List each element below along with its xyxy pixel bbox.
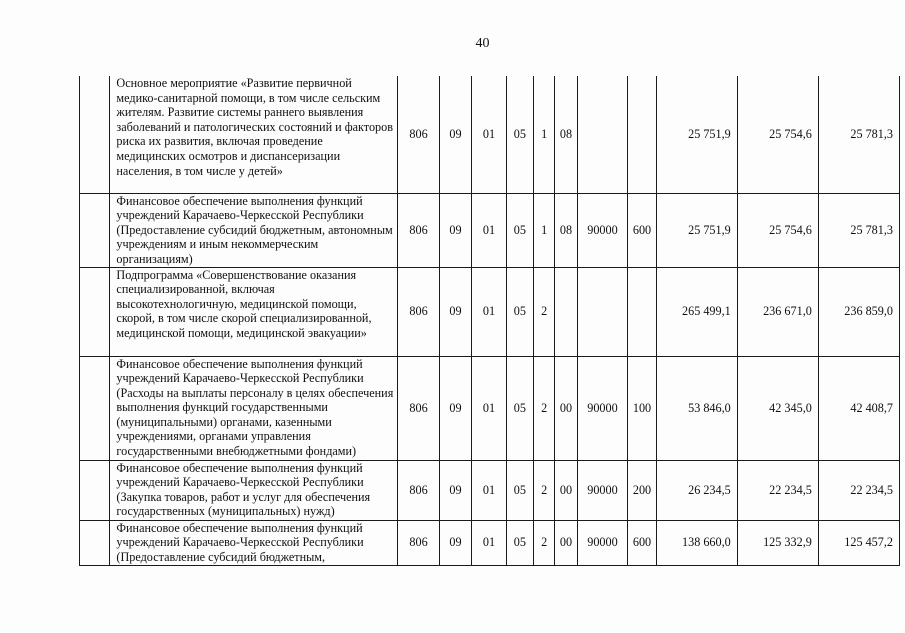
code-cell: 01 — [472, 76, 506, 193]
amount-cell: 25 751,9 — [656, 193, 737, 267]
amount-cell: 138 660,0 — [656, 520, 737, 565]
code-cell: 01 — [472, 460, 506, 520]
code-cell: 09 — [439, 356, 471, 460]
code-cell — [555, 267, 577, 356]
table-row — [80, 520, 900, 565]
amount-cell: 265 499,1 — [656, 267, 737, 356]
table-row — [80, 460, 900, 520]
code-cell: 09 — [439, 193, 471, 267]
code-cell: 100 — [628, 356, 656, 460]
code-cell: 90000 — [577, 356, 628, 460]
amount-cell: 236 859,0 — [818, 267, 899, 356]
row-index-cell — [80, 76, 110, 193]
amount-cell: 25 754,6 — [737, 76, 818, 193]
description-cell: Финансовое обеспечение выполнения функций учреждений Карачаево-Черкесской Республики (Закупка товаров, работ и услуг для обеспечения государственных (муниципальных) нужд) — [110, 460, 398, 520]
code-cell: 09 — [439, 460, 471, 520]
code-cell: 2 — [534, 356, 555, 460]
code-cell: 200 — [628, 460, 656, 520]
code-cell: 2 — [534, 520, 555, 565]
page-number: 40 — [475, 36, 490, 51]
code-cell: 05 — [506, 356, 533, 460]
code-cell: 05 — [506, 267, 533, 356]
code-cell: 806 — [398, 520, 440, 565]
code-cell: 00 — [555, 460, 577, 520]
description-cell: Финансовое обеспечение выполнения функций учреждений Карачаево-Черкесской Республики (Расходы на выплаты персоналу в целях обеспечения выполнения функций государственными (муниципальными) органами, казенными учреждениями, органами управления государственными внебюджетными фондами) — [110, 356, 398, 460]
code-cell: 01 — [472, 267, 506, 356]
code-cell — [628, 267, 656, 356]
code-cell: 01 — [472, 193, 506, 267]
code-cell: 806 — [398, 193, 440, 267]
row-index-cell — [80, 193, 110, 267]
budget-table — [79, 76, 900, 566]
code-cell — [577, 76, 628, 193]
row-index-cell — [80, 520, 110, 565]
amount-cell: 42 345,0 — [737, 356, 818, 460]
amount-cell: 125 457,2 — [818, 520, 899, 565]
row-index-cell — [80, 460, 110, 520]
code-cell: 05 — [506, 76, 533, 193]
code-cell: 05 — [506, 520, 533, 565]
code-cell: 806 — [398, 76, 440, 193]
code-cell: 806 — [398, 460, 440, 520]
code-cell: 2 — [534, 267, 555, 356]
code-cell: 1 — [534, 76, 555, 193]
amount-cell: 25 751,9 — [656, 76, 737, 193]
code-cell: 90000 — [577, 460, 628, 520]
code-cell: 08 — [555, 76, 577, 193]
amount-cell: 25 781,3 — [818, 193, 899, 267]
code-cell: 1 — [534, 193, 555, 267]
code-cell: 08 — [555, 193, 577, 267]
code-cell: 2 — [534, 460, 555, 520]
description-cell: Основное мероприятие «Развитие первичной медико-санитарной помощи, в том числе сельским жителям. Развитие системы раннего выявления заболеваний и патологических состояний и факторов риска их развития, включая проведение медицинских осмотров и диспансеризации населения, в том числе у детей» — [110, 76, 398, 193]
code-cell: 00 — [555, 520, 577, 565]
code-cell: 600 — [628, 520, 656, 565]
code-cell: 90000 — [577, 520, 628, 565]
description-cell: Финансовое обеспечение выполнения функций учреждений Карачаево-Черкесской Республики (Предоставление субсидий бюджетным, автономным учреждениям и иным некоммерческим организациям) — [110, 193, 398, 267]
table-row — [80, 76, 900, 193]
table-row — [80, 267, 900, 356]
amount-cell: 26 234,5 — [656, 460, 737, 520]
row-index-cell — [80, 267, 110, 356]
description-cell: Финансовое обеспечение выполнения функций учреждений Карачаево-Черкесской Республики (Предоставление субсидий бюджетным, — [110, 520, 398, 565]
amount-cell: 25 781,3 — [818, 76, 899, 193]
amount-cell: 42 408,7 — [818, 356, 899, 460]
code-cell: 09 — [439, 267, 471, 356]
code-cell: 05 — [506, 460, 533, 520]
code-cell — [577, 267, 628, 356]
code-cell: 00 — [555, 356, 577, 460]
table-row — [80, 193, 900, 267]
table-row — [80, 356, 900, 460]
amount-cell: 236 671,0 — [737, 267, 818, 356]
code-cell: 01 — [472, 356, 506, 460]
amount-cell: 125 332,9 — [737, 520, 818, 565]
code-cell: 09 — [439, 76, 471, 193]
code-cell — [628, 76, 656, 193]
row-index-cell — [80, 356, 110, 460]
code-cell: 01 — [472, 520, 506, 565]
amount-cell: 25 754,6 — [737, 193, 818, 267]
description-cell: Подпрограмма «Совершенствование оказания специализированной, включая высокотехнологичную, медицинской помощи, скорой, в том числе скорой специализированной, медицинской помощи, медицинской эвакуации» — [110, 267, 398, 356]
amount-cell: 53 846,0 — [656, 356, 737, 460]
code-cell: 600 — [628, 193, 656, 267]
code-cell: 806 — [398, 356, 440, 460]
amount-cell: 22 234,5 — [818, 460, 899, 520]
code-cell: 90000 — [577, 193, 628, 267]
code-cell: 806 — [398, 267, 440, 356]
amount-cell: 22 234,5 — [737, 460, 818, 520]
code-cell: 09 — [439, 520, 471, 565]
code-cell: 05 — [506, 193, 533, 267]
